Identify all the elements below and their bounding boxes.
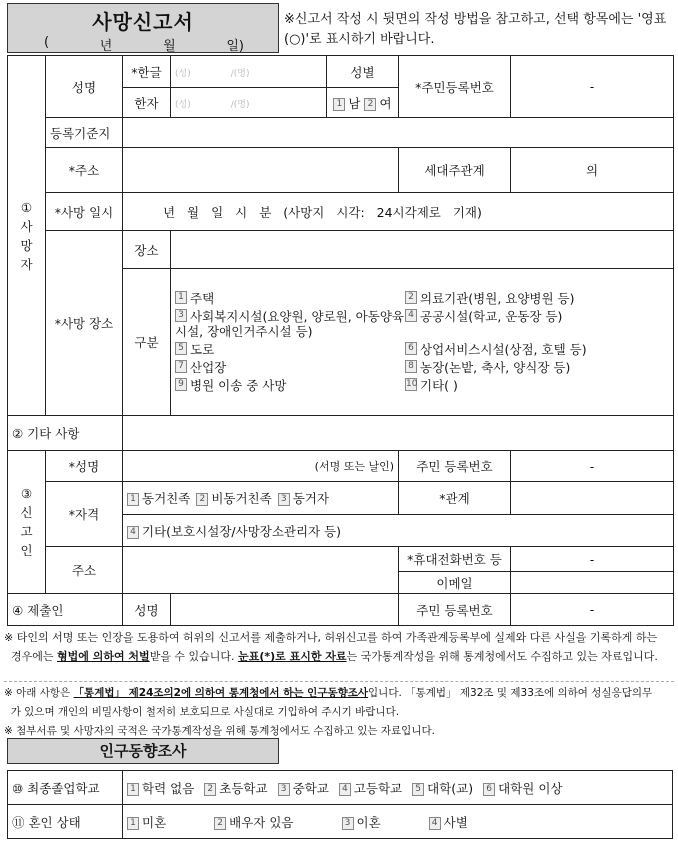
name-label: 성명	[46, 56, 123, 118]
place-label: 장소	[123, 231, 171, 269]
marital-options	[123, 805, 673, 839]
marital-checkbox[interactable]: 3	[342, 817, 354, 830]
place-category-options	[171, 269, 674, 416]
phone-input[interactable]: -	[511, 547, 674, 572]
marital-checkbox[interactable]: 2	[214, 817, 226, 830]
reporter-section-label: ③ 신 고 인	[8, 451, 46, 594]
death-place-checkbox[interactable]: 1	[175, 291, 187, 304]
submitter-label: ④ 제출인	[8, 594, 123, 626]
death-place-option[interactable]	[175, 309, 405, 339]
address-label: *주소	[46, 148, 123, 193]
qualification-option-label: 동거친족	[142, 491, 191, 506]
death-place-option-label: 병원 이송 중 사망	[190, 378, 287, 393]
death-place-option[interactable]	[405, 378, 665, 393]
qualification-checkbox[interactable]: 3	[278, 493, 290, 506]
date-day[interactable]: 일)	[226, 39, 244, 54]
death-place-option-label: 의료기관(병원, 요양병원 등)	[420, 291, 575, 306]
qualification-option-label: 비동거친족	[211, 491, 272, 506]
hanja-label: 한자	[123, 88, 171, 118]
death-place-checkbox[interactable]: 3	[175, 309, 187, 322]
reporter-address-input[interactable]	[123, 547, 399, 594]
death-place-option[interactable]	[405, 360, 665, 375]
marital-label: ⑪ 혼인 상태	[8, 805, 123, 839]
instruction-note: ※신고서 작성 시 뒷면의 작성 방법을 참고하고, 선택 항목에는 '영표(○)'로 표시하기 바랍니다.	[284, 12, 667, 47]
registry-label: 등록기준지	[46, 118, 123, 148]
education-option[interactable]	[204, 781, 267, 796]
relation-input[interactable]	[511, 482, 674, 515]
qualification-options	[123, 482, 399, 515]
gender-label: 성별	[327, 56, 399, 88]
hangul-label: *한글	[123, 56, 171, 88]
education-option[interactable]	[412, 781, 473, 796]
death-place-label: *사망 장소	[46, 231, 123, 416]
hanja-name-input[interactable]: (성) /(명)	[171, 88, 327, 118]
education-option-label: 대학(교)	[427, 780, 474, 796]
marital-option[interactable]	[214, 815, 293, 830]
qualification-option-label: 동거자	[292, 491, 329, 506]
education-option[interactable]	[483, 781, 562, 796]
qualification-option[interactable]	[127, 491, 190, 506]
reporter-rrn-label: 주민 등록번호	[399, 451, 511, 482]
death-place-option-label: 기타( )	[420, 378, 458, 393]
female-checkbox[interactable]: 2	[364, 98, 376, 111]
marital-checkbox[interactable]: 1	[127, 817, 139, 830]
place-input[interactable]	[171, 231, 674, 269]
death-place-checkbox[interactable]: 10	[406, 379, 418, 389]
death-place-option[interactable]	[175, 342, 405, 357]
death-place-checkbox[interactable]: 8	[405, 360, 417, 373]
education-option-label: 중학교	[292, 780, 329, 796]
death-place-option-label: 주택	[190, 291, 215, 306]
death-place-option[interactable]	[175, 360, 405, 375]
email-label: 이메일	[399, 572, 511, 594]
qual-other-checkbox[interactable]: 4	[127, 526, 139, 539]
marital-checkbox[interactable]: 4	[429, 817, 441, 830]
death-place-checkbox[interactable]: 2	[405, 291, 417, 304]
reporter-name-label: *성명	[46, 451, 123, 482]
submitter-rrn-input[interactable]: -	[511, 594, 674, 626]
marital-option[interactable]	[127, 815, 166, 830]
qualification-other: 4 기타(보호시설장/사망장소관리자 등)	[123, 515, 674, 547]
submitter-name-input[interactable]	[171, 594, 399, 626]
male-checkbox[interactable]: 1	[333, 98, 345, 111]
marital-option[interactable]	[429, 815, 468, 830]
education-checkbox[interactable]: 1	[127, 783, 139, 796]
education-checkbox[interactable]: 3	[278, 783, 290, 796]
category-label: 구분	[123, 269, 171, 416]
marital-option-label: 배우자 있음	[229, 814, 294, 830]
householder-relation-input[interactable]: 의	[511, 148, 674, 193]
death-place-checkbox[interactable]: 9	[175, 378, 187, 391]
submitter-rrn-label: 주민 등록번호	[399, 594, 511, 626]
hangul-name-input[interactable]: (성) /(명)	[171, 56, 327, 88]
education-label: ⑩ 최종졸업학교	[8, 771, 123, 805]
other-label: ② 기타 사항	[8, 416, 123, 451]
death-place-option-label: 농장(논밭, 축사, 양식장 등)	[420, 360, 571, 375]
education-checkbox[interactable]: 4	[339, 783, 351, 796]
sign-note: (서명 또는 날인)	[314, 460, 394, 473]
deceased-section-label: ① 사 망 자	[8, 56, 46, 416]
date-year[interactable]: 년	[99, 39, 113, 54]
education-option[interactable]	[127, 781, 194, 796]
education-checkbox[interactable]: 6	[483, 783, 495, 796]
death-place-option[interactable]	[405, 342, 665, 357]
education-option[interactable]	[278, 781, 329, 796]
report-date	[8, 35, 278, 54]
qualification-label: *자격	[46, 482, 123, 547]
death-report-table	[7, 55, 674, 626]
qualification-checkbox[interactable]: 1	[127, 493, 139, 506]
email-input[interactable]	[511, 572, 674, 594]
marital-option-label: 미혼	[142, 814, 167, 830]
survey-title: 인구동향조사	[7, 738, 279, 764]
education-option-label: 대학원 이상	[498, 780, 563, 796]
death-place-option[interactable]	[405, 309, 665, 339]
death-place-checkbox[interactable]: 7	[175, 360, 187, 373]
date-open: (	[44, 35, 50, 50]
reporter-name-input[interactable]	[123, 451, 399, 482]
death-place-option-label: 사회복지시설(요양원, 양로원, 아동양육시설, 장애인거주시설 등)	[175, 309, 404, 339]
death-place-checkbox[interactable]: 6	[405, 342, 417, 355]
death-place-option-label: 도로	[190, 342, 215, 357]
phone-label: *휴대전화번호 등	[399, 547, 511, 572]
householder-relation-label: 세대주관계	[399, 148, 511, 193]
education-checkbox[interactable]: 2	[204, 783, 216, 796]
reporter-rrn-input[interactable]: -	[511, 451, 674, 482]
divider	[4, 681, 674, 682]
form-title: 사망신고서	[92, 10, 194, 34]
other-input[interactable]	[123, 416, 674, 451]
education-option-label: 학력 없음	[142, 780, 195, 796]
gender-options: 1 남 2 여	[327, 88, 399, 118]
death-place-option[interactable]	[405, 291, 665, 306]
qualification-option[interactable]	[196, 491, 271, 506]
death-place-option-label: 공공시설(학교, 운동장 등)	[420, 309, 563, 324]
education-option[interactable]	[339, 781, 402, 796]
education-checkbox[interactable]: 5	[412, 783, 424, 796]
marital-option-label: 사별	[443, 814, 468, 830]
reporter-address-label: 주소	[46, 547, 123, 594]
form-title-box	[7, 3, 279, 53]
death-place-option-label: 산업장	[190, 360, 227, 375]
death-place-option[interactable]	[175, 378, 405, 393]
rrn-input[interactable]: -	[511, 56, 674, 118]
qualification-option[interactable]	[278, 491, 329, 506]
footnote-survey: ※ 아래 사항은 「통계법」 제24조의2에 의하여 통계청에서 하는 인구동향조사입니다. 「통계법」 제32조 및 제33조에 의하여 성실응답의무 가 있으며 개인의 비밀사항이 철저히 보호되므로 사실대로 기입하여 주시기 바랍니다. ※ 첨부서류 및 사망자의 국적은 국가통계작성을 위해 통계청에서도 수집하고 있는 자료입니다.	[4, 687, 653, 737]
education-options	[123, 771, 673, 805]
survey-table	[7, 770, 673, 839]
education-option-label: 고등학교	[353, 780, 403, 796]
marital-option[interactable]	[342, 815, 381, 830]
death-time-input[interactable]: 년 월 일 시 분 (사망지 시각: 24시각제로 기재)	[123, 193, 674, 231]
death-place-checkbox[interactable]: 4	[405, 309, 417, 322]
marital-option-label: 이혼	[356, 814, 381, 830]
relation-label: *관계	[399, 482, 511, 515]
qualification-checkbox[interactable]: 2	[196, 493, 208, 506]
rrn-label: *주민등록번호	[399, 56, 511, 118]
death-place-option-label: 상업서비스시설(상점, 호텔 등)	[420, 342, 587, 357]
address-input[interactable]	[123, 148, 399, 193]
education-option-label: 초등학교	[219, 780, 268, 796]
date-month[interactable]: 월	[163, 39, 176, 54]
registry-input[interactable]	[123, 118, 674, 148]
footnote-penalty: ※ 타인의 서명 또는 인장을 도용하여 허위의 신고서를 제출하거나, 허위신고를 하여 가족관계등록부에 실제와 다른 사실을 기록하게 하는 경우에는 형법에 의하여 처벌받을 수 있습니다. 눈표(*)로 표시한 자료는 국가통계작성을 위해 통계청에서도 수집하고 있는 자료입니다.	[4, 631, 658, 663]
death-place-option[interactable]	[175, 291, 405, 306]
submitter-name-label: 성명	[123, 594, 171, 626]
death-time-label: *사망 일시	[46, 193, 123, 231]
death-place-checkbox[interactable]: 5	[175, 342, 187, 355]
